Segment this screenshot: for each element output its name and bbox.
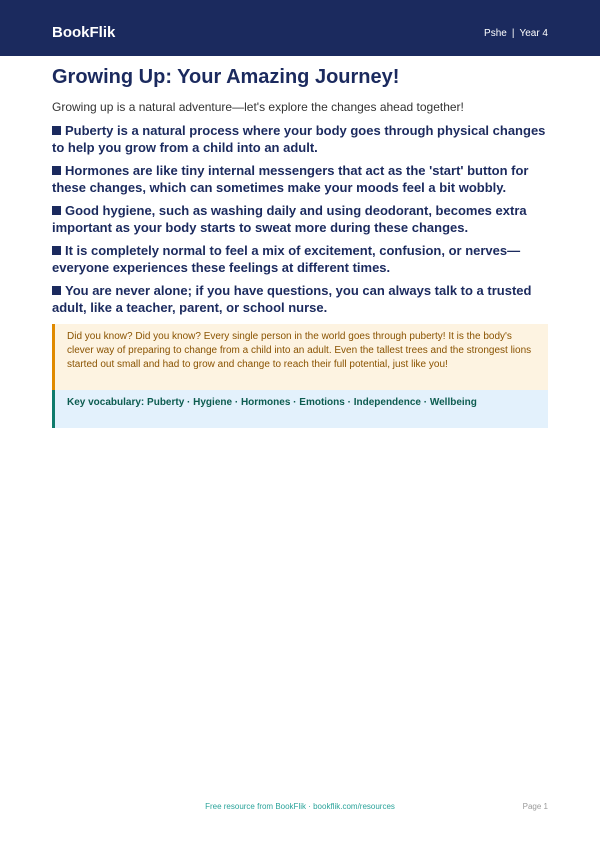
intro-text: Growing up is a natural adventure—let's explore the changes ahead together! bbox=[52, 100, 464, 114]
list-item bbox=[52, 202, 552, 236]
subject-label: Pshe bbox=[484, 28, 507, 39]
callout-text: Did you know? Did you know? Every single person in the world goes through puberty! It is the body's clever way of preparing to change from a child into an adult. Even the tallest trees and the strongest lions started out small and had to grow and change to reach their full potential, just like you! bbox=[67, 331, 532, 370]
bullet-text: Puberty is a natural process where your body goes through physical changes to help you grow from a child into an adult. bbox=[52, 123, 546, 155]
year-label: Year 4 bbox=[519, 28, 548, 39]
page-header bbox=[0, 0, 600, 56]
bullet-text: You are never alone; if you have questions, you can always talk to a trusted adult, like a teacher, parent, or school nurse. bbox=[52, 283, 532, 315]
list-item bbox=[52, 282, 552, 316]
bullet-text: Good hygiene, such as washing daily and using deodorant, becomes extra important as your body starts to sweat more during these changes. bbox=[52, 203, 527, 235]
meta-separator: | bbox=[511, 28, 515, 39]
footer-link[interactable]: Free resource from BookFlik · bookflik.com/resources bbox=[205, 802, 395, 811]
page-number: Page 1 bbox=[522, 802, 548, 811]
square-bullet-icon bbox=[52, 166, 61, 175]
did-you-know-callout bbox=[52, 324, 548, 390]
list-item bbox=[52, 122, 552, 156]
list-item bbox=[52, 162, 552, 196]
bullet-text: Hormones are like tiny internal messengers that act as the 'start' button for these changes, which can sometimes make your moods feel a bit wobbly. bbox=[52, 163, 529, 195]
header-meta bbox=[484, 28, 548, 39]
vocabulary-text: Key vocabulary: Puberty · Hygiene · Hormones · Emotions · Independence · Wellbeing bbox=[67, 397, 477, 408]
page-title: Growing Up: Your Amazing Journey! bbox=[52, 66, 400, 88]
vocabulary-box bbox=[52, 390, 548, 428]
square-bullet-icon bbox=[52, 206, 61, 215]
list-item bbox=[52, 242, 552, 276]
square-bullet-icon bbox=[52, 286, 61, 295]
brand-logo: BookFlik bbox=[52, 24, 116, 41]
key-points-list bbox=[52, 122, 552, 322]
square-bullet-icon bbox=[52, 246, 61, 255]
square-bullet-icon bbox=[52, 126, 61, 135]
bullet-text: It is completely normal to feel a mix of excitement, confusion, or nerves—everyone experiences these feelings at different times. bbox=[52, 243, 521, 275]
